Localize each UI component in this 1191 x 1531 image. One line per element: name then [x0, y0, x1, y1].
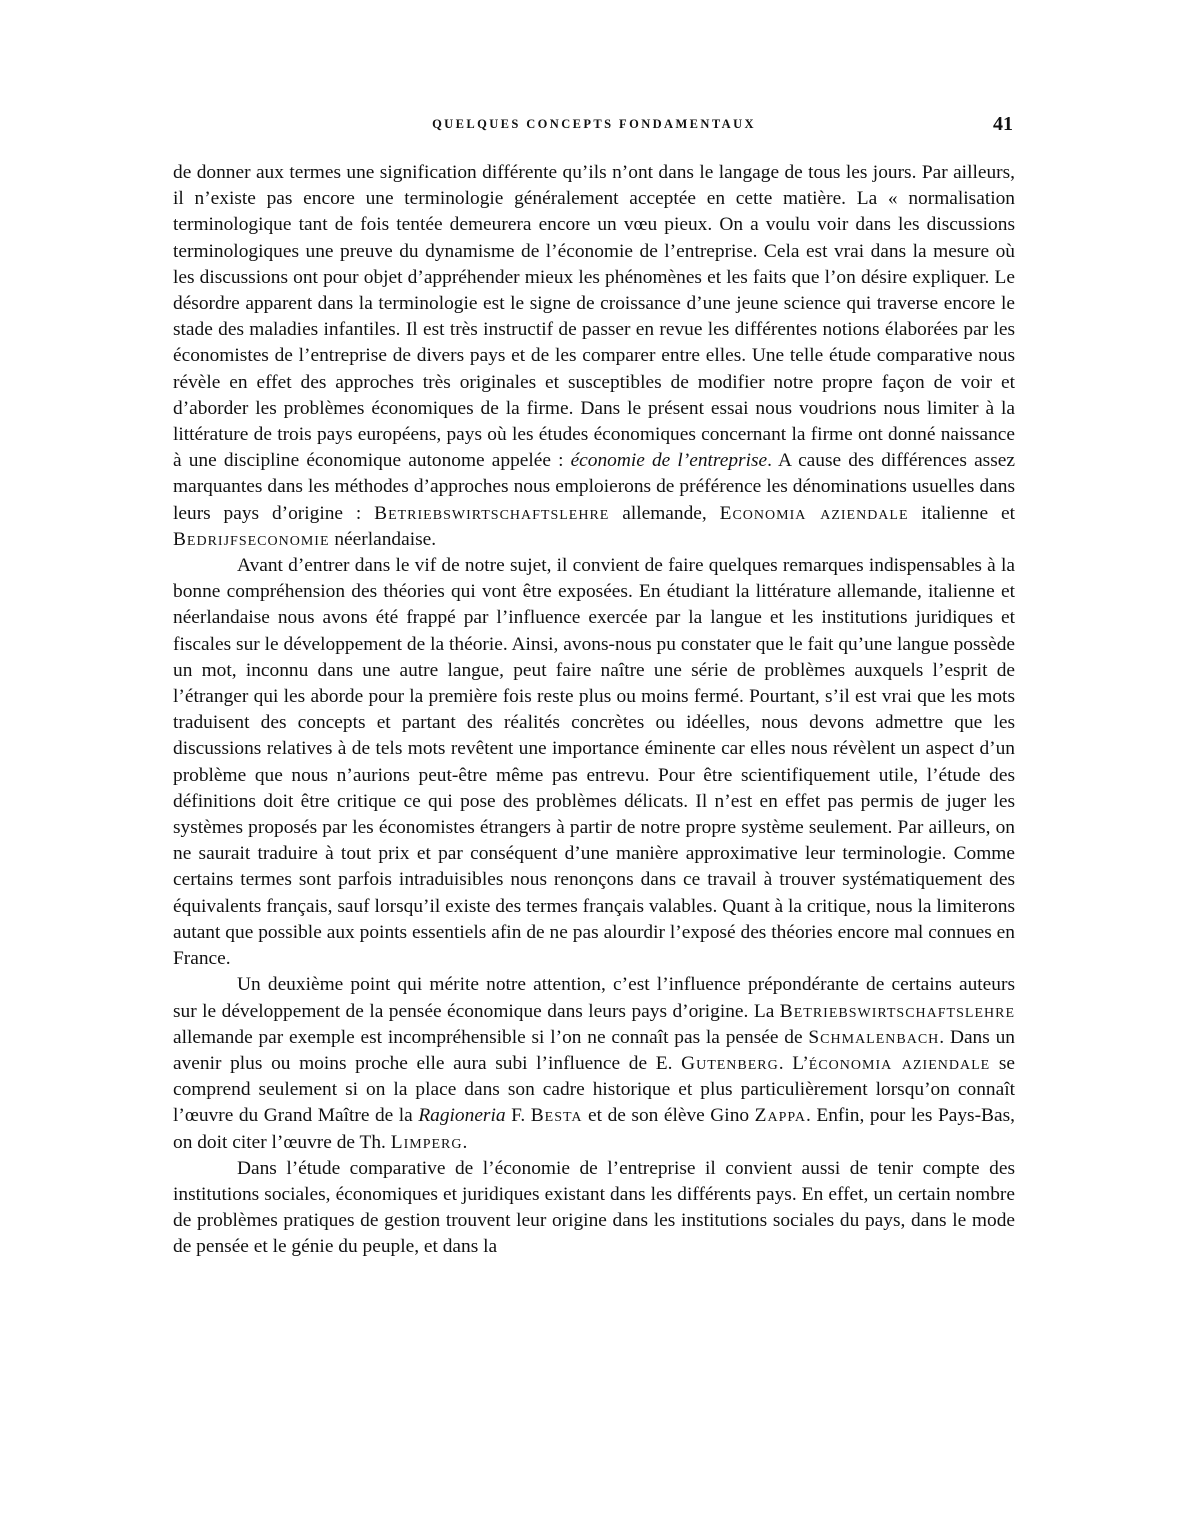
small-caps-term: Betriebswirtschaftslehre: [374, 502, 610, 524]
running-head: [173, 113, 1015, 137]
text-run: F.: [505, 1105, 531, 1127]
small-caps-term: Limperg: [390, 1131, 463, 1153]
text-run: néerlandaise.: [329, 528, 437, 550]
text-run: allemande par exemple est incompréhensible si l’on ne connaît pas la pensée de: [173, 1026, 809, 1048]
small-caps-term: Besta: [530, 1105, 583, 1127]
text-run: Avant d’entrer dans le vif de notre sujet, il convient de faire quelques remarques indispensables à la bonne compréhension des théories qui vont être exposées. En étudiant la littérature allemande, italienne et néerlandaise nous avons été frappé par l’influence exercée par la langue et les institutions juridiques et fiscales sur le développement de la théorie. Ainsi, avons-nous pu constater que le fait qu’une langue possède un mot, inconnu dans une autre langue, peut faire naître une série de problèmes auxquels l’esprit de l’étranger qui les aborde pour la première fois reste plus ou moins fermé. Pourtant, s’il est vrai que les mots traduisent des concepts et partant des réalités concrètes ou idéelles, nous devons admettre que les discussions relatives à de tels mots revêtent une importance éminente car elles nous révèlent un aspect d’un problème que nous n’aurions peut-être même pas entrevu. Pour être scientifiquement utile, l’étude des définitions doit être critique ce qui pose des problèmes délicats. Il n’est en effet pas permis de juger les systèmes proposés par les économistes étrangers à partir de notre propre système seulement. Par ailleurs, on ne saurait traduire à tout prix et par conséquent d’une manière approximative leur terminologie. Comme certains termes sont parfois intraduisibles nous renonçons dans ce travail à trouver systématiquement des équivalents français, sauf lorsqu’il existe des termes français valables. Quant à la critique, nous la limiterons autant que possible aux points essentiels afin de ne pas alourdir l’exposé des théories encore mal connues en France.: [173, 555, 1015, 970]
text-run: . Enfin, pour les Pays-Bas, on doit citer l’œuvre de Th.: [173, 1105, 1015, 1153]
text-run: Un deuxième point qui mérite notre attention, c’est l’influence prépondérante de certains auteurs sur le développement de la pensée économique dans leurs pays d’origine. La: [173, 974, 1015, 1022]
text-run: et de son élève Gino: [582, 1105, 755, 1127]
text-run: se comprend seulement si on la place dans son cadre historique et plus particulièrement lorsqu’on connaît l’œuvre du Grand Maître de la: [173, 1052, 1015, 1127]
text-run: allemande,: [609, 502, 720, 524]
italic-term: Ragioneria: [418, 1105, 506, 1127]
paragraph: [173, 553, 1015, 972]
small-caps-term: économia aziendale: [808, 1052, 991, 1074]
text-run: . A cause des différences assez marquantes dans les méthodes d’approches nous emploierons de préférence les dénominations usuelles dans leurs pays d’origine :: [173, 450, 1015, 524]
text-run: de donner aux termes une signification différente qu’ils n’ont dans le langage de tous les jours. Par ailleurs, il n’existe pas encore une terminologie généralement acceptée en cette matière. La « normalisation terminologique tant de fois tentée demeurera encore un vœu pieux. On a voulu voir dans les discussions terminologiques une preuve du dynamisme de l’économie de l’entreprise. Cela est vrai dans la mesure où les discussions ont pour objet d’appréhender mieux les phénomènes et les faits que l’on désire expliquer. Le désordre apparent dans la terminologie est le signe de croissance d’une jeune science qui traverse encore le stade des maladies infantiles. Il est très instructif de passer en revue les différentes notions élaborées par les économistes de l’entreprise de divers pays et de les comparer entre elles. Une telle étude comparative nous révèle en effet des approches très originales et susceptibles de modifier notre propre façon de voir et d’aborder les problèmes économiques de la firme. Dans le présent essai nous voudrions nous limiter à la littérature de trois pays européens, pays où les études économiques concernant la firme ont donné naissance à une discipline économique autonome appelée :: [173, 162, 1015, 472]
text-run: italienne et: [908, 502, 1015, 524]
text-run: . Dans un avenir plus ou moins proche elle aura subi l’influence de E.: [173, 1026, 1015, 1074]
italic-term: économie de l’entreprise: [570, 450, 768, 472]
small-caps-term: Economia aziendale: [719, 502, 909, 524]
small-caps-term: Gutenberg: [681, 1052, 779, 1074]
page-number: 41: [993, 113, 1013, 135]
small-caps-term: Zappa: [754, 1105, 806, 1127]
body-text: [173, 160, 1015, 1261]
paragraph: [173, 1156, 1015, 1261]
small-caps-term: Schmalenbach: [808, 1026, 940, 1048]
paragraph: [173, 972, 1015, 1155]
running-title: QUELQUES CONCEPTS FONDAMENTAUX: [432, 117, 756, 131]
text-run: . L’: [778, 1052, 809, 1074]
small-caps-term: Bedrijfseconomie: [173, 528, 330, 550]
text-run: Dans l’étude comparative de l’économie de l’entreprise il convient aussi de tenir compte des institutions sociales, économiques et juridiques existant dans les différents pays. En effet, un certain nombre de problèmes pratiques de gestion trouvent leur origine dans les institutions sociales du pays, dans le mode de pensée et le génie du peuple, et dans la: [173, 1157, 1015, 1258]
text-run: .: [462, 1131, 468, 1153]
small-caps-term: Betriebswirtschaftslehre: [779, 1000, 1015, 1022]
paragraph: [173, 160, 1015, 553]
